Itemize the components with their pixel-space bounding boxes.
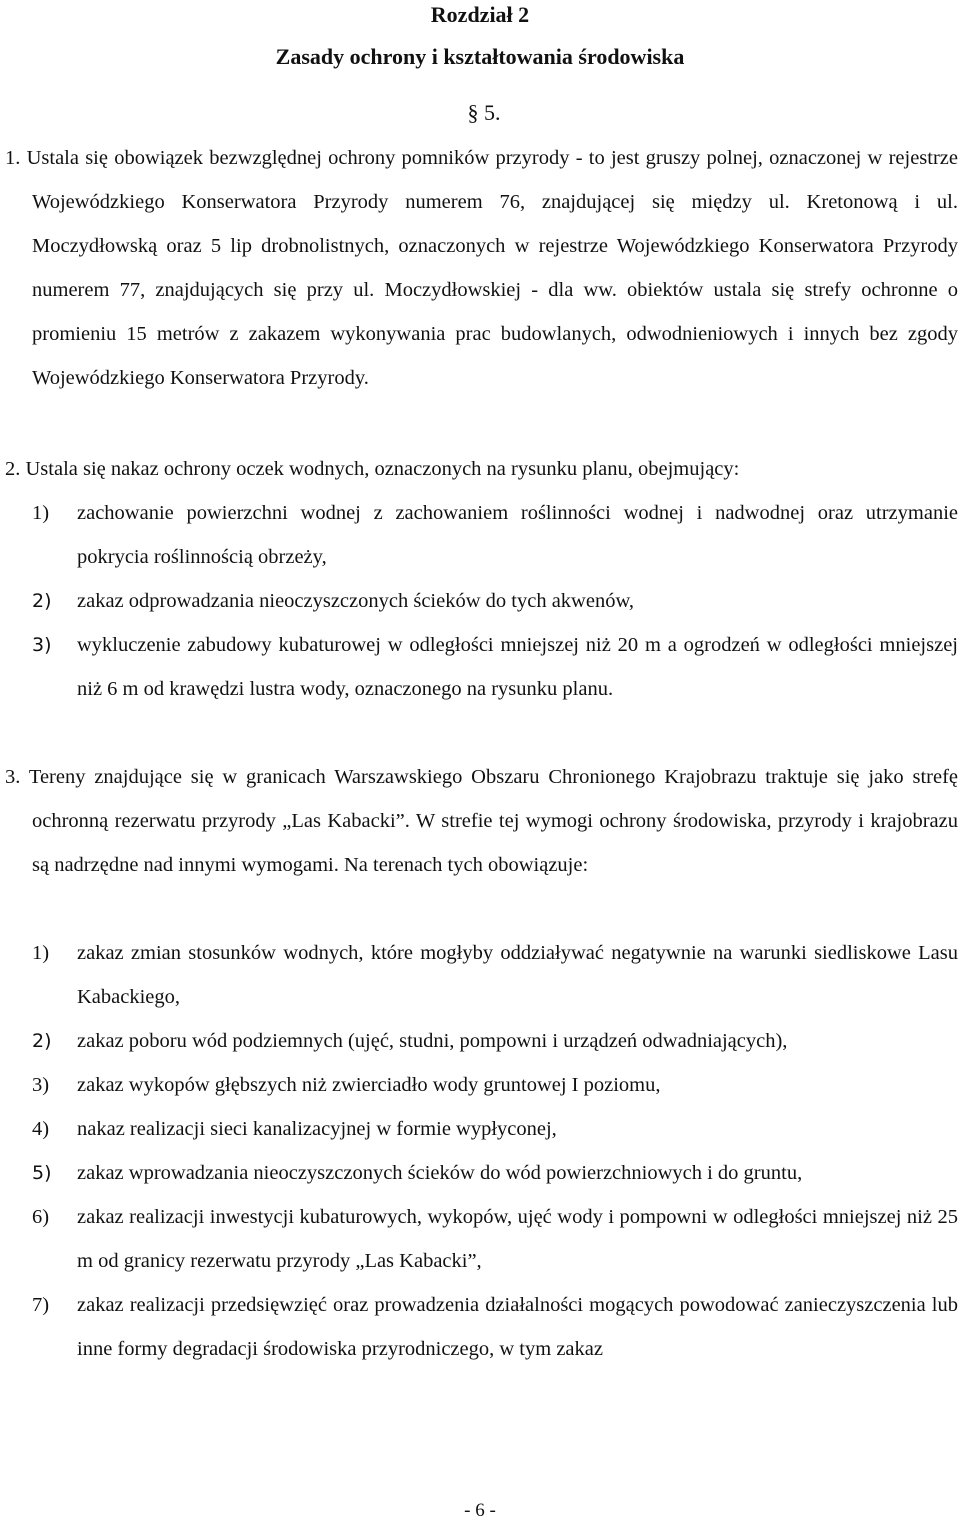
- list-item-text: zakaz poboru wód podziemnych (ujęć, studni, pompowni i urządzeń odwadniających),: [77, 1030, 788, 1052]
- list-item-text: zakaz zmian stosunków wodnych, które mogłyby oddziaływać negatywnie na warunki siedliskowe Lasu Kabackiego,: [77, 942, 958, 1008]
- paragraph-2-text: Ustala się nakaz ochrony oczek wodnych, oznaczonych na rysunku planu, obejmujący:: [25, 458, 740, 480]
- list-item-text: zakaz odprowadzania nieoczyszczonych ścieków do tych akwenów,: [77, 590, 635, 612]
- list-item: [32, 1151, 958, 1195]
- list-item-marker: 1): [32, 942, 50, 964]
- list-item-text: zakaz wprowadzania nieoczyszczonych ścieków do wód powierzchniowych i do gruntu,: [77, 1162, 803, 1184]
- paragraph-3: [5, 755, 958, 887]
- list-item: [32, 1107, 958, 1151]
- paragraph-2: [5, 447, 958, 491]
- list-item-marker: 6): [32, 1206, 50, 1228]
- paragraph-1-text: Ustala się obowiązek bezwzględnej ochrony pomników przyrody - to jest gruszy polnej, oznaczonej w rejestrze Wojewódzkiego Konserwatora Przyrody numerem 76, znajdującej się między ul. Kretonową i ul. Moczydłowską oraz 5 lip drobnolistnych, oznaczonych w rejestrze Wojewódzkiego Konserwatora Przyrody numerem 77, znajdujących się przy ul. Moczydłowskiej - dla ww. obiektów ustala się strefy ochronne o promieniu 15 metrów z zakazem wykonywania prac budowlanych, odwodnieniowych i innych bez zgody Wojewódzkiego Konserwatora Przyrody.: [26, 147, 958, 389]
- paragraph-1: [5, 136, 958, 400]
- paragraph-3-number: 3.: [5, 766, 21, 788]
- list-item-text: zakaz realizacji inwestycji kubaturowych, wykopów, ujęć wody i pompowni w odległości mniejszej niż 25 m od granicy rezerwatu przyrody „Las Kabacki”,: [77, 1206, 958, 1272]
- paragraph-3-list: [32, 931, 958, 1371]
- list-item: [32, 623, 958, 711]
- list-item: [32, 491, 958, 579]
- list-item-marker: 2): [32, 590, 52, 612]
- paragraph-1-number: 1.: [5, 147, 21, 169]
- list-item-marker: 2): [32, 1030, 52, 1052]
- list-item: [32, 1283, 958, 1371]
- paragraph-3-text: Tereny znajdujące się w granicach Warszawskiego Obszaru Chronionego Krajobrazu traktuje się jako strefę ochronną rezerwatu przyrody „Las Kabacki”. W strefie tej wymogi ochrony środowiska, przyrody i krajobrazu są nadrzędne nad innymi wymogami. Na terenach tych obowiązuje:: [28, 766, 958, 876]
- list-item-text: zakaz realizacji przedsięwzięć oraz prowadzenia działalności mogących powodować zanieczyszczenia lub inne formy degradacji środowiska przyrodniczego, w tym zakaz: [77, 1294, 958, 1360]
- chapter-title: Zasady ochrony i kształtowania środowiska: [275, 44, 685, 69]
- chapter-number: Rozdział 2: [430, 2, 530, 27]
- list-item-marker: 3): [32, 1074, 50, 1096]
- list-item-marker: 7): [32, 1294, 50, 1316]
- paragraph-2-list: [32, 491, 958, 711]
- list-item: [32, 579, 958, 623]
- list-item: [32, 931, 958, 1019]
- list-item-text: wykluczenie zabudowy kubaturowej w odległości mniejszej niż 20 m a ogrodzeń w odległości mniejszej niż 6 m od krawędzi lustra wody, oznaczonego na rysunku planu.: [77, 634, 958, 700]
- list-item: [32, 1019, 958, 1063]
- list-item-text: zachowanie powierzchni wodnej z zachowaniem roślinności wodnej i nadwodnej oraz utrzymanie pokrycia roślinnością obrzeży,: [77, 502, 958, 568]
- list-item-text: zakaz wykopów głębszych niż zwierciadło wody gruntowej I poziomu,: [77, 1074, 661, 1096]
- page-number: - 6 -: [464, 1500, 496, 1521]
- paragraph-2-number: 2.: [5, 458, 21, 480]
- list-item-marker: 5): [32, 1162, 52, 1184]
- list-item-marker: 1): [32, 502, 50, 524]
- list-item: [32, 1195, 958, 1283]
- section-mark: § 5.: [467, 100, 501, 125]
- list-item-marker: 4): [32, 1118, 50, 1140]
- list-item-marker: 3): [32, 634, 52, 656]
- list-item: [32, 1063, 958, 1107]
- list-item-text: nakaz realizacji sieci kanalizacyjnej w formie wypłyconej,: [77, 1118, 557, 1140]
